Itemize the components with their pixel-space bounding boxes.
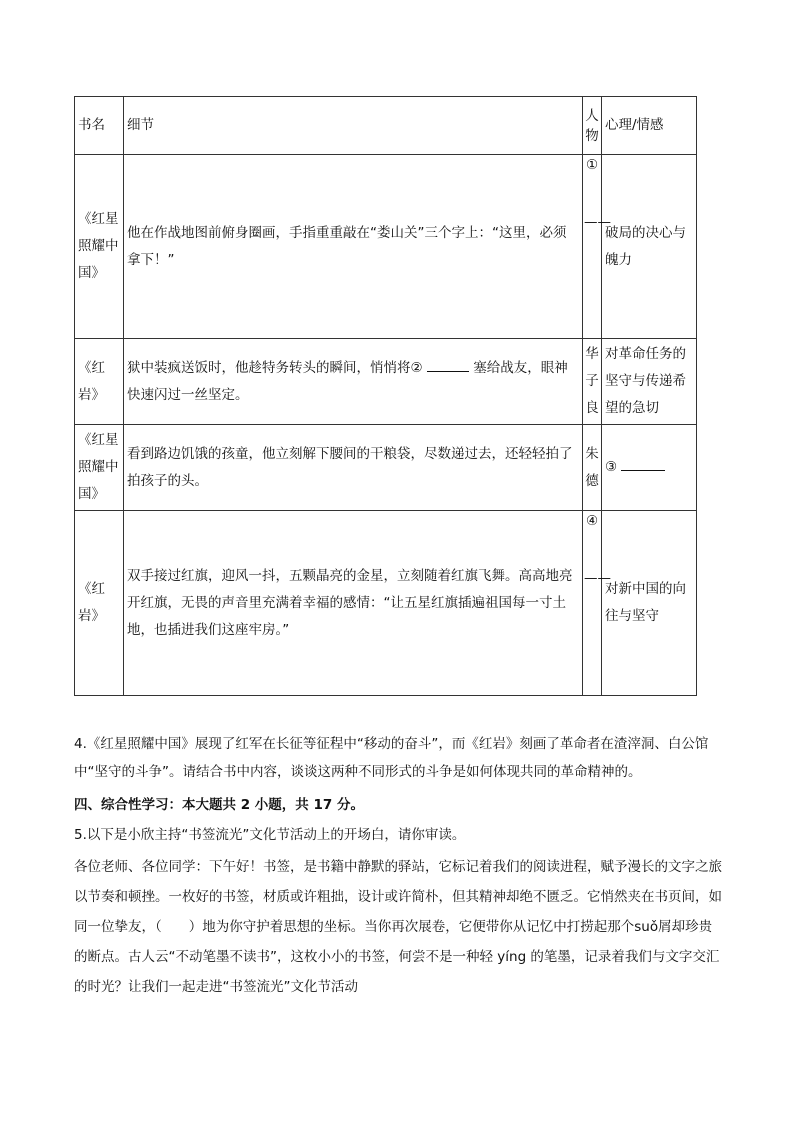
- row3-mind: [602, 425, 697, 511]
- row4-person: [583, 511, 611, 696]
- table-row: [75, 511, 697, 696]
- blank-3-line[interactable]: [621, 456, 665, 471]
- row1-person: [583, 155, 611, 339]
- row3-person: 朱德: [583, 425, 602, 511]
- question-5-body: 各位老师、各位同学：下午好！书签，是书籍中静默的驿站，它标记着我们的阅读进程，赋予漫长的文字之旅以节奏和顿挫。一枚好的书签，材质或许粗拙，设计或许简朴，但其精神却绝不匮乏。它悄然夹在书页间，如同一位挚友，（ ）地为你守护着思想的坐标。当你再次展卷，它便带你从记忆中打捞起那个suǒ屑却珍贵的断点。古人云“不动笔墨不读书”，这枚小小的书签，何尝不是一种轻 yíng 的笔墨，记录着我们与文字交汇的时光？让我们一起走进“书签流光”文化节活动: [74, 859, 722, 995]
- row2-detail-after: 塞给战友，眼神快速闪过一丝坚定。: [127, 359, 568, 403]
- row1-book: 《红星照耀中国》: [75, 155, 124, 339]
- row2-person: 华子良: [583, 339, 602, 425]
- table-row: [75, 155, 697, 339]
- blank-1-marker: ①: [585, 157, 599, 173]
- table-row: [75, 339, 697, 425]
- header-detail: 细节: [124, 97, 583, 155]
- row2-detail: [124, 339, 583, 425]
- row3-detail: 看到路边饥饿的孩童，他立刻解下腰间的干粮袋，尽数递过去，还轻轻拍了拍孩子的头。: [124, 425, 583, 511]
- reading-table: [74, 96, 697, 696]
- header-book: 书名: [75, 97, 124, 155]
- question-4: 4.《红星照耀中国》展现了红军在长征等征程中“移动的奋斗”，而《红岩》刻画了革命者在渣滓洞、白公馆中“坚守的斗争”。请结合书中内容，谈谈这两种不同形式的斗争是如何体现共同的革命精神的。: [74, 736, 709, 780]
- row2-book: 《红岩》: [75, 339, 124, 425]
- table-row: [75, 425, 697, 511]
- row4-detail: 双手接过红旗，迎风一抖，五颗晶亮的金星，立刻随着红旗飞舞。高高地亮开红旗，无畏的声音里充满着幸福的感情：“让五星红旗插遍祖国每一寸土地，也插进我们这座牢房。”: [124, 511, 583, 696]
- row2-detail-before: 狱中装疯送饭时，他趁特务转头的瞬间，悄悄将②: [127, 359, 423, 376]
- row4-book: 《红岩》: [75, 511, 124, 696]
- row1-mind: 破局的决心与魄力: [602, 155, 697, 339]
- section-4-heading: 四、综合性学习：本大题共 2 小题，共 17 分。: [74, 797, 364, 813]
- blank-1-dash: ——: [584, 214, 611, 230]
- blank-4-marker: ④: [585, 513, 599, 529]
- question-5-intro: 5.以下是小欣主持“书签流光”文化节活动上的开场白，请你审读。: [74, 827, 466, 843]
- blank-3-marker: ③: [605, 459, 618, 475]
- row4-mind: 对新中国的向往与坚守: [602, 511, 697, 696]
- table-header-row: [75, 97, 697, 155]
- row2-mind: 对革命任务的坚守与传递希望的急切: [602, 339, 697, 425]
- row3-book: 《红星照耀中国》: [75, 425, 124, 511]
- blank-4-dash: ——: [584, 570, 611, 586]
- header-person: 人物: [583, 97, 602, 155]
- row1-detail: 他在作战地图前俯身圈画，手指重重敲在“娄山关”三个字上：“这里，必须拿下！”: [124, 155, 583, 339]
- blank-2-line[interactable]: [427, 357, 469, 372]
- header-mind: 心理/情感: [602, 97, 697, 155]
